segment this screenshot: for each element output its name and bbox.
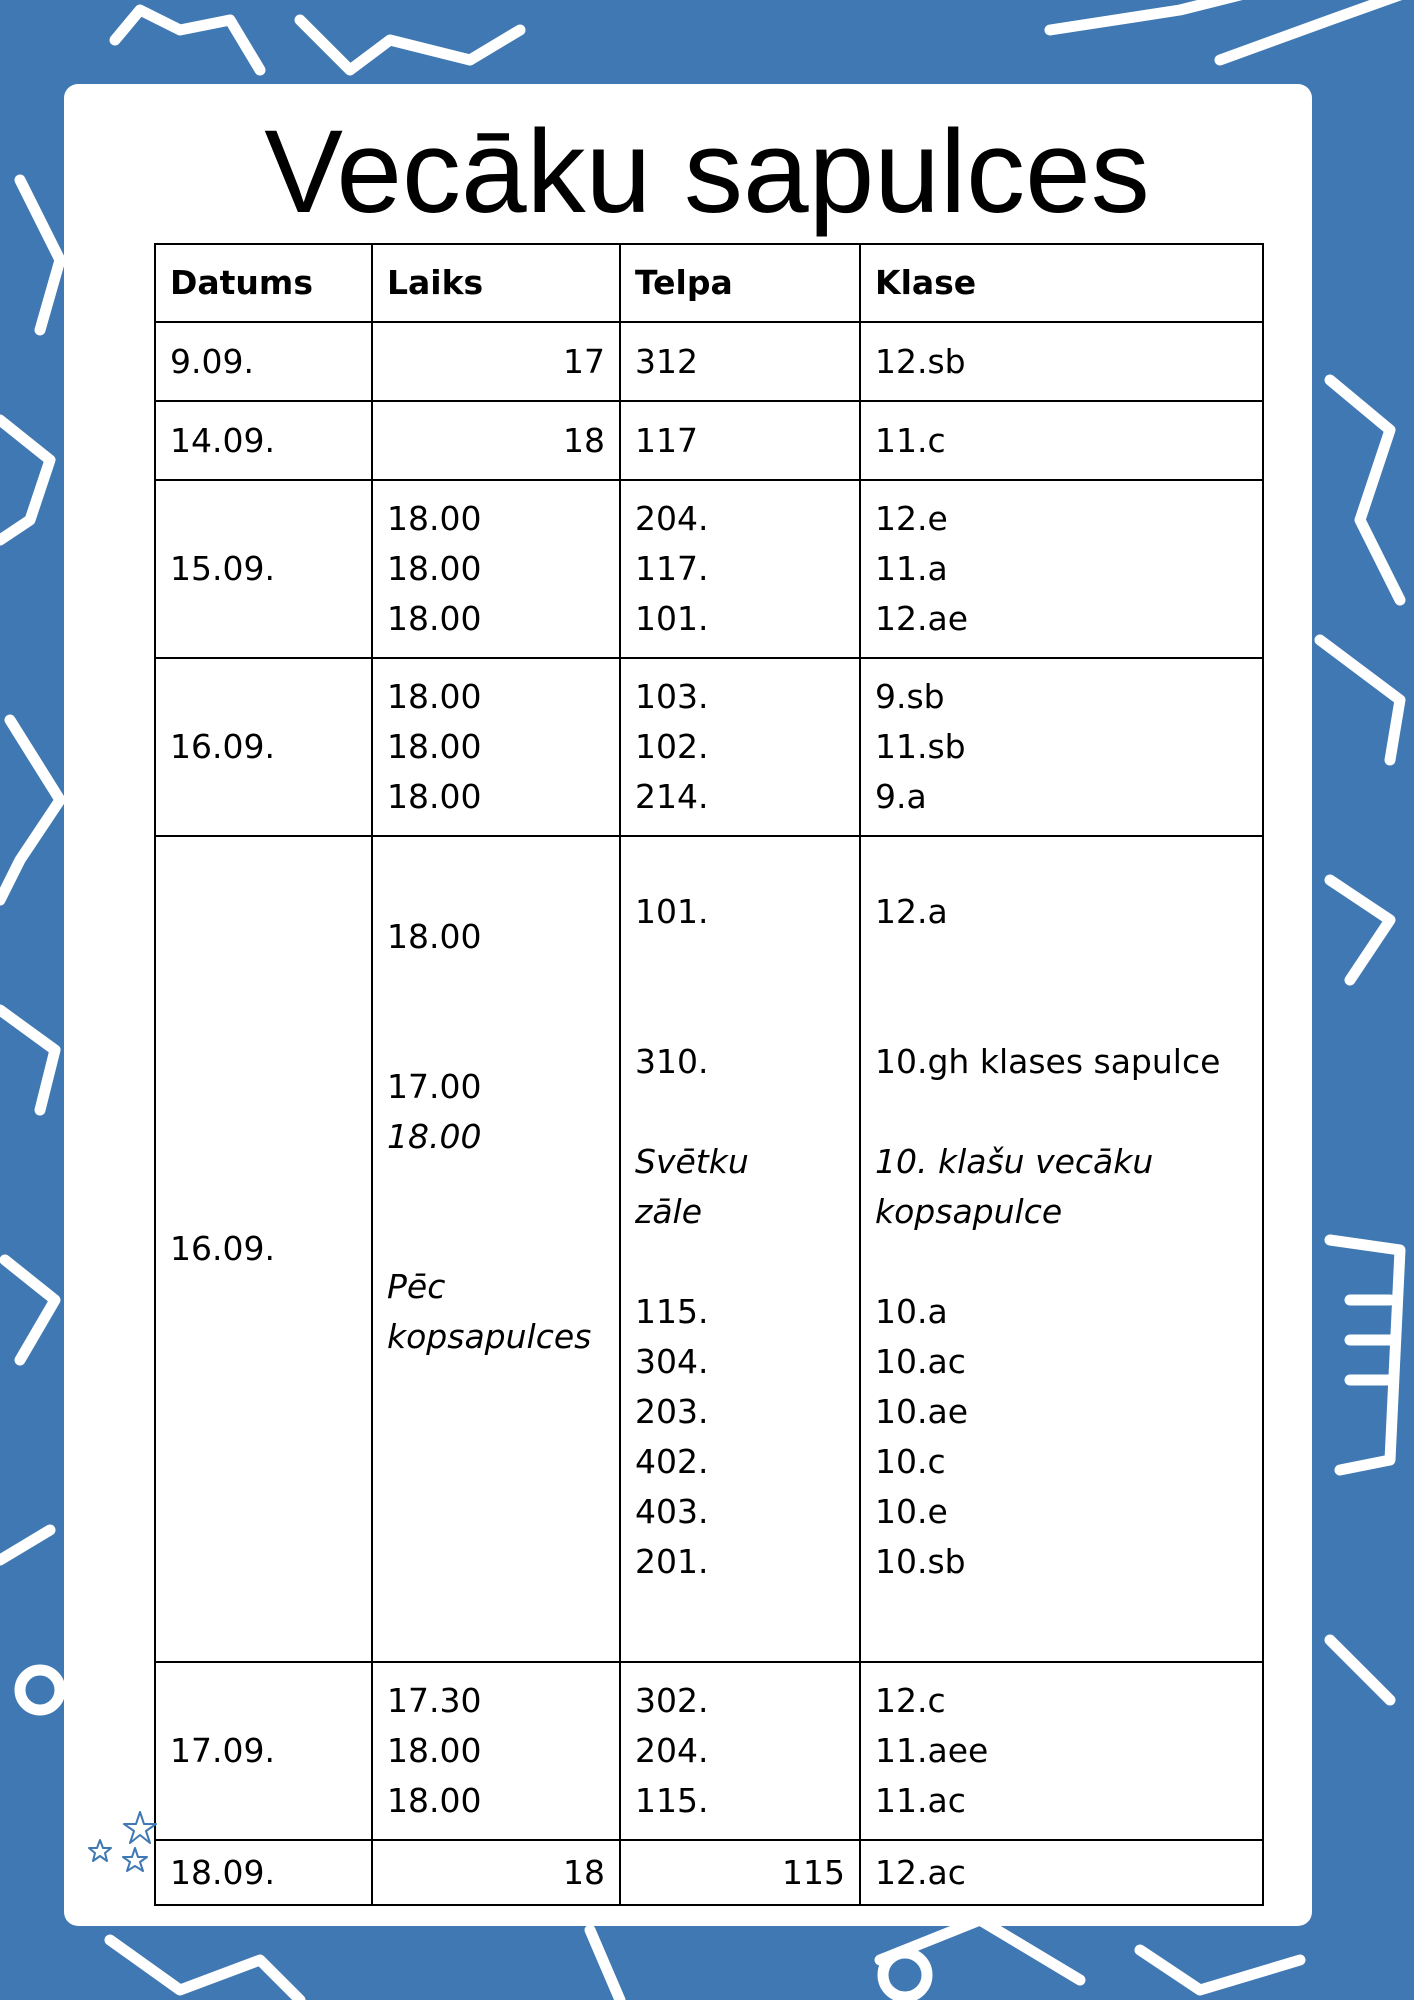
class-line: 10.c [875,1442,946,1481]
cell-room [620,1662,860,1840]
room-line: 402. [635,1442,709,1481]
class-line: 10.ac [875,1342,966,1381]
cell-room [620,480,860,658]
cell-class: 12.ac [860,1840,1263,1905]
room-line: 115. [635,1781,709,1820]
cell-time: 18 [372,1840,620,1905]
room-line: 214. [635,777,709,816]
time-line: Pēc [387,1267,446,1306]
table-row [155,480,1263,658]
cell-room: 312 [620,322,860,401]
class-line: 12.c [875,1681,946,1720]
room-line: 101. [635,892,709,931]
table-row [155,1840,1263,1905]
time-line: 18.00 [387,549,482,588]
time-line: 17.30 [387,1681,482,1720]
room-line: 403. [635,1492,709,1531]
room-line: 101. [635,599,709,638]
room-line: 204. [635,1731,709,1770]
class-line: 9.a [875,777,927,816]
class-line: 10. klašu vecāku [875,1142,1154,1181]
cell-class: 12.sb [860,322,1263,401]
cell-class [860,658,1263,836]
cell-time [372,836,620,1662]
class-line: 12.e [875,499,948,538]
time-line: 18.00 [387,917,482,956]
cell-room: 117 [620,401,860,480]
class-line: 11.ac [875,1781,966,1820]
room-line: 310. [635,1042,709,1081]
header-room: Telpa [620,244,860,322]
room-line: 102. [635,727,709,766]
cell-time: 18 [372,401,620,480]
page-title: Vecāku sapulces [264,106,1150,238]
time-line: 17.00 [387,1067,482,1106]
class-line: 10.gh klases sapulce [875,1042,1221,1081]
cell-time [372,658,620,836]
cell-room: 115 [620,1840,860,1905]
room-line: 115. [635,1292,709,1331]
room-line: 203. [635,1392,709,1431]
class-line: 11.aee [875,1731,989,1770]
room-line: 204. [635,499,709,538]
room-line: 201. [635,1542,709,1581]
room-line: Svētku [635,1142,749,1181]
cell-time [372,480,620,658]
table-row [155,322,1263,401]
cell-date: 17.09. [155,1662,372,1840]
cell-date: 14.09. [155,401,372,480]
time-line: kopsapulces [387,1317,592,1356]
class-line: 12.ae [875,599,969,638]
header-time: Laiks [372,244,620,322]
table-row [155,401,1263,480]
class-line: 10.a [875,1292,948,1331]
time-line: 18.00 [387,727,482,766]
class-line: 12.a [875,892,948,931]
schedule-table [154,243,1264,1906]
class-line: kopsapulce [875,1192,1063,1231]
table-row [155,658,1263,836]
class-line: 10.ae [875,1392,969,1431]
cell-date: 16.09. [155,658,372,836]
cell-class: 11.c [860,401,1263,480]
room-line: 302. [635,1681,709,1720]
class-line: 9.sb [875,677,945,716]
cell-room [620,658,860,836]
time-line: 18.00 [387,599,482,638]
star-doodle-icon [80,1800,160,1880]
table-row [155,1662,1263,1840]
header-date: Datums [155,244,372,322]
cell-class [860,480,1263,658]
time-line: 18.00 [387,499,482,538]
time-line: 18.00 [387,1731,482,1770]
cell-date: 15.09. [155,480,372,658]
cell-room [620,836,860,1662]
time-line: 18.00 [387,777,482,816]
cell-class [860,1662,1263,1840]
room-line: 103. [635,677,709,716]
header-class: Klase [860,244,1263,322]
time-line: 18.00 [387,1781,482,1820]
cell-date: 16.09. [155,836,372,1662]
cell-date: 9.09. [155,322,372,401]
class-line: 11.a [875,549,948,588]
cell-date: 18.09. [155,1840,372,1905]
class-line: 10.e [875,1492,948,1531]
cell-time [372,1662,620,1840]
time-line: 18.00 [387,1117,482,1156]
room-line: 117. [635,549,709,588]
class-line: 11.sb [875,727,966,766]
room-line: 304. [635,1342,709,1381]
room-line: zāle [635,1192,703,1231]
cell-time: 17 [372,322,620,401]
time-line: 18.00 [387,677,482,716]
table-row [155,836,1263,1662]
class-line: 10.sb [875,1542,966,1581]
cell-class [860,836,1263,1662]
table-header-row [155,244,1263,322]
